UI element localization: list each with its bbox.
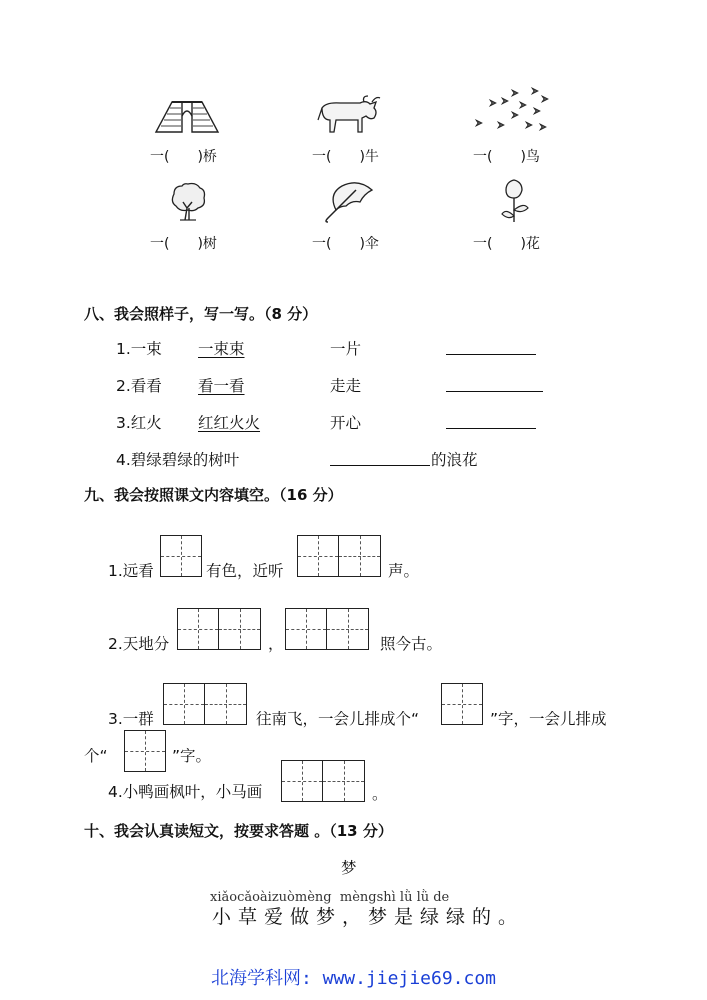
s9-q3-line2-prefix: 个“ xyxy=(84,747,108,765)
measure-word-ox: 一( )牛 xyxy=(312,149,379,165)
s9-q2-grid-b[interactable] xyxy=(285,608,369,650)
passage-line-1: 小草爱做梦，梦是绿绿的。 xyxy=(212,906,525,928)
s9-q4-suffix: 。 xyxy=(372,785,388,803)
section-9-heading: 九、我会按照课文内容填空。（16 分） xyxy=(84,486,343,504)
s8-row4-label: 4.碧绿碧绿的树叶 xyxy=(116,451,240,469)
passage-title: 梦 xyxy=(341,859,357,877)
s9-q3-grid-a[interactable] xyxy=(163,683,247,725)
measure-word-bird: 一( )鸟 xyxy=(473,149,540,165)
section-10-heading: 十、我会认真读短文，按要求答题 。（13 分） xyxy=(84,822,393,840)
s8-row1-label: 1.一束 xyxy=(116,340,162,358)
measure-word-flower: 一( )花 xyxy=(473,236,540,252)
s9-q2-grid-a[interactable] xyxy=(177,608,261,650)
s8-row4-suffix: 的浪花 xyxy=(431,451,478,469)
s8-row1-prompt: 一片 xyxy=(330,340,362,358)
s9-q3-suffix: ”字。 xyxy=(172,747,212,765)
s9-q2-prefix: 2.天地分 xyxy=(108,635,170,653)
ox-icon xyxy=(316,94,384,136)
s8-row2-prompt: 走走 xyxy=(330,377,362,395)
umbrella-icon xyxy=(322,180,378,224)
s9-q2-suffix: 照今古。 xyxy=(380,635,443,653)
s9-q1-grid-a[interactable] xyxy=(160,535,202,577)
s8-row3-answer-blank[interactable] xyxy=(446,428,536,429)
measure-word-umbrella: 一( )伞 xyxy=(312,236,379,252)
birds-icon xyxy=(472,86,556,136)
s9-q3-middle2: ”字，一会儿排成 xyxy=(490,710,607,728)
tree-icon xyxy=(168,180,208,224)
footer-watermark: 北海学科网: www.jiejie69.com xyxy=(210,968,497,989)
s9-q3-grid-c[interactable] xyxy=(124,730,166,772)
s9-q3-prefix: 3.一群 xyxy=(108,710,154,728)
s8-row2-example: 看一看 xyxy=(198,377,245,395)
s9-q4-grid[interactable] xyxy=(281,760,365,802)
s9-q1-middle: 有色，近听 xyxy=(206,562,284,580)
measure-word-bridge: 一( )桥 xyxy=(150,149,217,165)
s9-q4-prefix: 4.小鸭画枫叶，小马画 xyxy=(108,783,263,801)
s9-q2-comma: ， xyxy=(268,635,284,653)
section-8-heading: 八、我会照样子，写一写。（8 分） xyxy=(84,305,318,323)
s8-row3-prompt: 开心 xyxy=(330,414,362,432)
measure-word-tree: 一( )树 xyxy=(150,236,217,252)
s9-q1-prefix: 1.远看 xyxy=(108,562,154,580)
s8-row3-label: 3.红火 xyxy=(116,414,162,432)
s9-q3-grid-b[interactable] xyxy=(441,683,483,725)
flower-icon xyxy=(498,176,532,224)
s8-row2-label: 2.看看 xyxy=(116,377,162,395)
s9-q1-suffix: 声。 xyxy=(388,562,420,580)
bridge-icon xyxy=(152,96,222,136)
s8-row1-example: 一束束 xyxy=(198,340,245,358)
s8-row3-example: 红红火火 xyxy=(198,414,261,432)
s8-row1-answer-blank[interactable] xyxy=(446,354,536,355)
passage-pinyin: xiǎocǎoàizuòmèng mèngshì lǜ lǜ de xyxy=(210,890,450,905)
s9-q3-middle: 往南飞，一会儿排成个“ xyxy=(256,710,420,728)
s9-q1-grid-b[interactable] xyxy=(297,535,381,577)
s8-row4-answer-blank[interactable] xyxy=(330,465,430,466)
s8-row2-answer-blank[interactable] xyxy=(446,391,543,392)
